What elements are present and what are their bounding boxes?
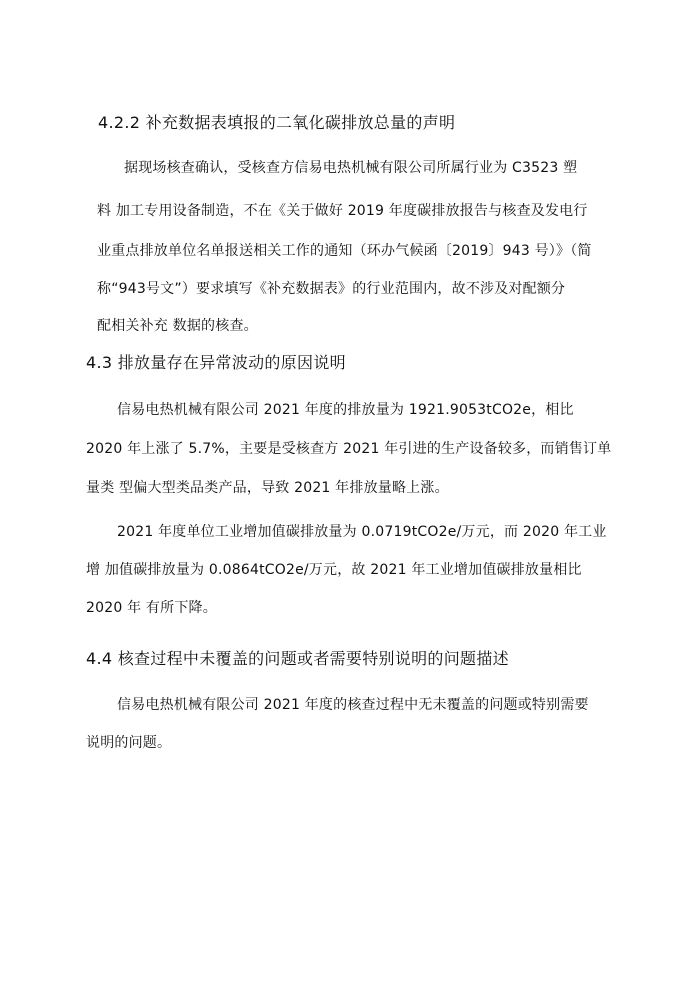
- paragraph-line: 称“943号文”）要求填写《补充数据表》的行业范围内，故不涉及对配额分: [97, 281, 566, 297]
- heading-4-2-2: 4.2.2 补充数据表填报的二氧化碳排放总量的声明: [98, 113, 456, 132]
- paragraph-line: 业重点排放单位名单报送相关工作的通知（环办气候函〔2019〕943 号）》（简: [97, 243, 592, 259]
- heading-4-3: 4.3 排放量存在异常波动的原因说明: [86, 353, 346, 372]
- paragraph-line: 信易电热机械有限公司 2021 年度的核查过程中无未覆盖的问题或特别需要: [117, 697, 589, 713]
- paragraph-line: 2020 年 有所下降。: [86, 600, 217, 616]
- heading-4-4: 4.4 核查过程中未覆盖的问题或者需要特别说明的问题描述: [86, 649, 509, 668]
- paragraph-line: 2020 年上涨了 5.7%，主要是受核查方 2021 年引进的生产设备较多，而销售订单: [86, 441, 612, 457]
- paragraph-line: 信易电热机械有限公司 2021 年度的排放量为 1921.9053tCO2e，相比: [117, 402, 574, 418]
- paragraph-line: 据现场核查确认，受核查方信易电热机械有限公司所属行业为 C3523 塑: [124, 160, 578, 176]
- paragraph-line: 增 加值碳排放量为 0.0864tCO2e/万元，故 2021 年工业增加值碳排放量相比: [86, 562, 582, 578]
- paragraph-line: 说明的问题。: [86, 735, 172, 751]
- paragraph-line: 量类 型偏大型类品类产品，导致 2021 年排放量略上涨。: [86, 480, 449, 496]
- paragraph-line: 料 加工专用设备制造，不在《关于做好 2019 年度碳排放报告与核查及发电行: [97, 203, 588, 219]
- paragraph-line: 配相关补充 数据的核查。: [97, 318, 258, 334]
- paragraph-line: 2021 年度单位工业增加值碳排放量为 0.0719tCO2e/万元，而 2020 年工业: [117, 524, 607, 540]
